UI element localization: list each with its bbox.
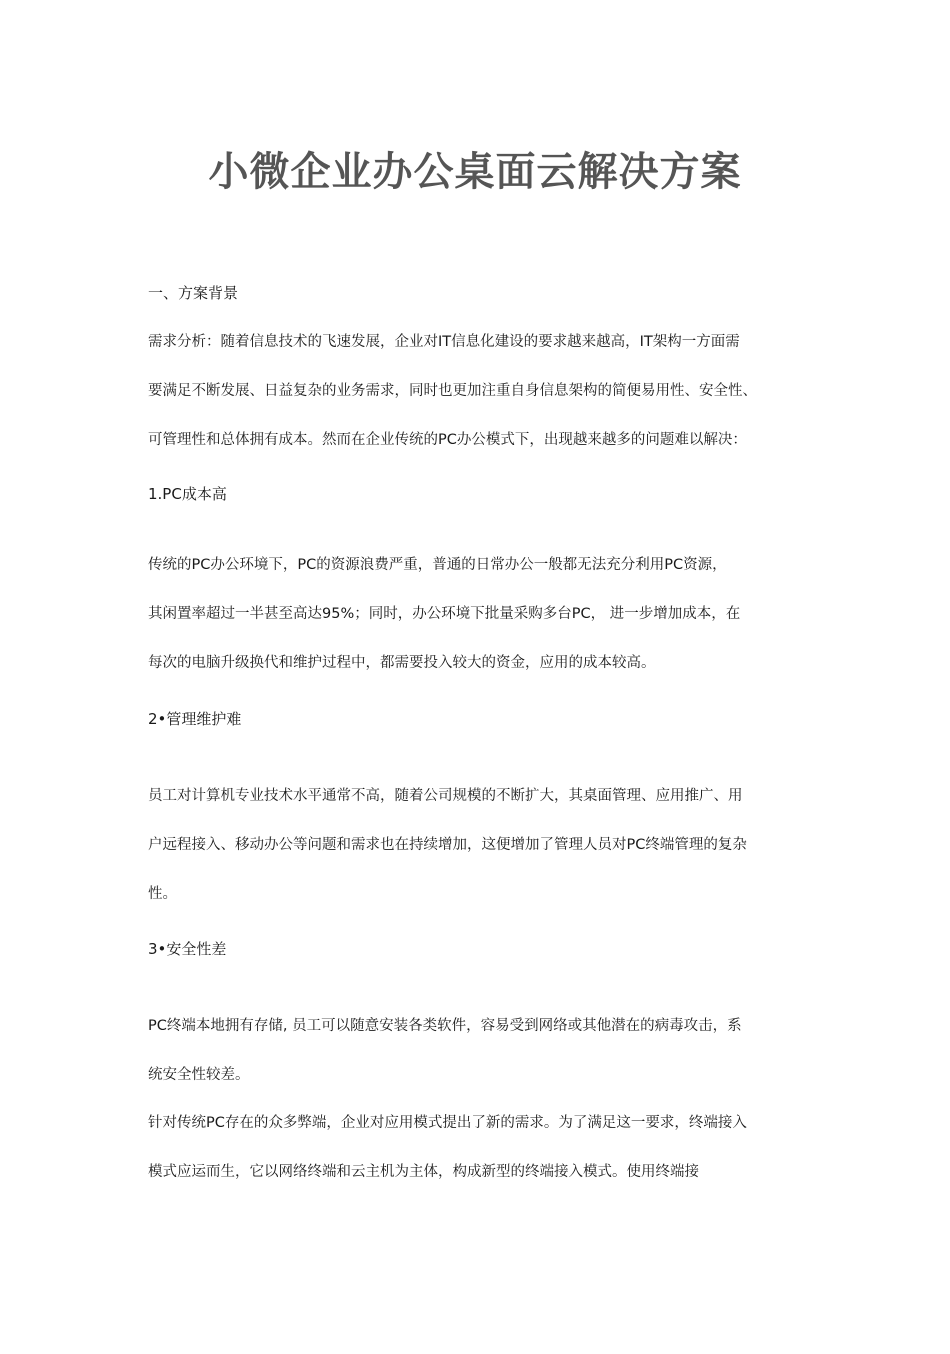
paragraph-line: 员工对计算机专业技术水平通常不高，随着公司规模的不断扩大，其桌面管理、应用推广、用 [148,788,743,804]
paragraph-line: 性。 [148,886,177,902]
paragraph-line: 针对传统PC存在的众多弊端，企业对应用模式提出了新的需求。为了满足这一要求，终端接入 [148,1115,747,1131]
document-title: 小微企业办公桌面云解决方案 [208,149,742,195]
paragraph-line: 每次的电脑升级换代和维护过程中，都需要投入较大的资金，应用的成本较高。 [148,655,656,671]
paragraph-line: 需求分析：随着信息技术的飞速发展，企业对IT信息化建设的要求越来越高，IT架构一方面需 [148,334,740,350]
paragraph-line: 户远程接入、移动办公等问题和需求也在持续增加，这便增加了管理人员对PC终端管理的复杂 [148,837,747,853]
item-heading-security: 3•安全性差 [148,940,227,958]
paragraph-line: PC终端本地拥有存储, 员工可以随意安装各类软件，容易受到网络或其他潜在的病毒攻击，系 [148,1018,742,1034]
paragraph-line: 模式应运而生，它以网络终端和云主机为主体，构成新型的终端接入模式。使用终端接 [148,1164,699,1180]
paragraph-line: 其闲置率超过一半甚至高达95%；同时，办公环境下批量采购多台PC， 进一步增加成本，在 [148,606,741,622]
paragraph-line: 可管理性和总体拥有成本。然而在企业传统的PC办公模式下，出现越来越多的问题难以解决： [148,432,747,448]
paragraph-line: 传统的PC办公环境下，PC的资源浪费严重，普通的日常办公一般都无法充分利用PC资源， [148,557,727,573]
paragraph-line: 要满足不断发展、日益复杂的业务需求，同时也更加注重自身信息架构的简便易用性、安全性、 [148,383,757,399]
item-heading-management: 2•管理维护难 [148,710,242,728]
section-heading-background: 一、方案背景 [148,284,239,302]
paragraph-line: 统安全性较差。 [148,1067,250,1083]
item-heading-pc-cost: 1.PC成本高 [148,485,227,503]
